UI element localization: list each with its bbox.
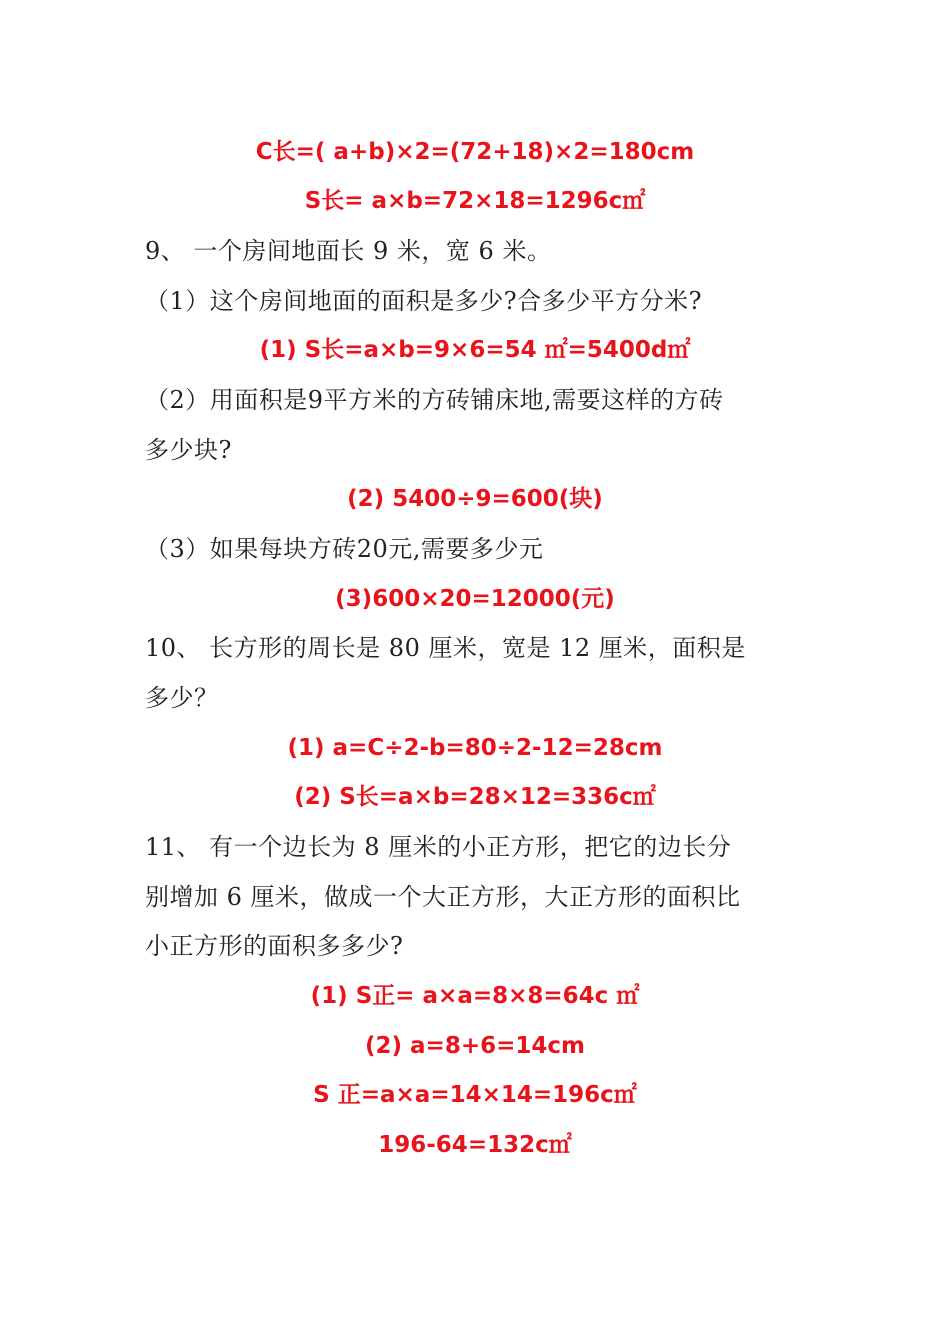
question-line: （3）如果每块方砖20元,需要多少元 bbox=[145, 535, 544, 563]
question-line: 别增加 6 厘米，做成一个大正方形，大正方形的面积比 bbox=[145, 883, 741, 911]
answer-line: (2) 5400÷9=600(块) bbox=[347, 486, 603, 512]
answer-line: (3)600×20=12000(元) bbox=[335, 586, 615, 612]
question-line: 9、 一个房间地面长 9 米，宽 6 米。 bbox=[145, 237, 552, 265]
question-line: 多少？ bbox=[145, 684, 219, 712]
answer-line: S 正=a×a=14×14=196c㎡ bbox=[313, 1082, 637, 1108]
answer-line: (2) a=8+6=14cm bbox=[365, 1033, 585, 1059]
answer-line: (1) S正= a×a=8×8=64c ㎡ bbox=[310, 983, 640, 1009]
question-line: 小正方形的面积多多少? bbox=[145, 932, 404, 960]
answer-line: (2) S长=a×b=28×12=336c㎡ bbox=[294, 784, 656, 810]
answer-line: (1) a=C÷2-b=80÷2-12=28cm bbox=[287, 735, 663, 761]
answer-line: 196-64=132c㎡ bbox=[378, 1132, 572, 1158]
question-line: 11、 有一个边长为 8 厘米的小正方形，把它的边长分 bbox=[145, 833, 732, 861]
answer-line: C长=( a+b)×2=(72+18)×2=180cm bbox=[255, 139, 695, 165]
question-line: （1）这个房间地面的面积是多少?合多少平方分米? bbox=[145, 287, 703, 315]
question-line: 10、 长方形的周长是 80 厘米，宽是 12 厘米，面积是 bbox=[145, 634, 746, 662]
question-line: 多少块? bbox=[145, 436, 232, 464]
question-line: （2）用面积是9平方米的方砖铺床地,需要这样的方砖 bbox=[145, 386, 724, 414]
answer-line: S长= a×b=72×18=1296c㎡ bbox=[304, 188, 646, 214]
answer-line: (1) S长=a×b=9×6=54 ㎡=5400d㎡ bbox=[259, 337, 691, 363]
